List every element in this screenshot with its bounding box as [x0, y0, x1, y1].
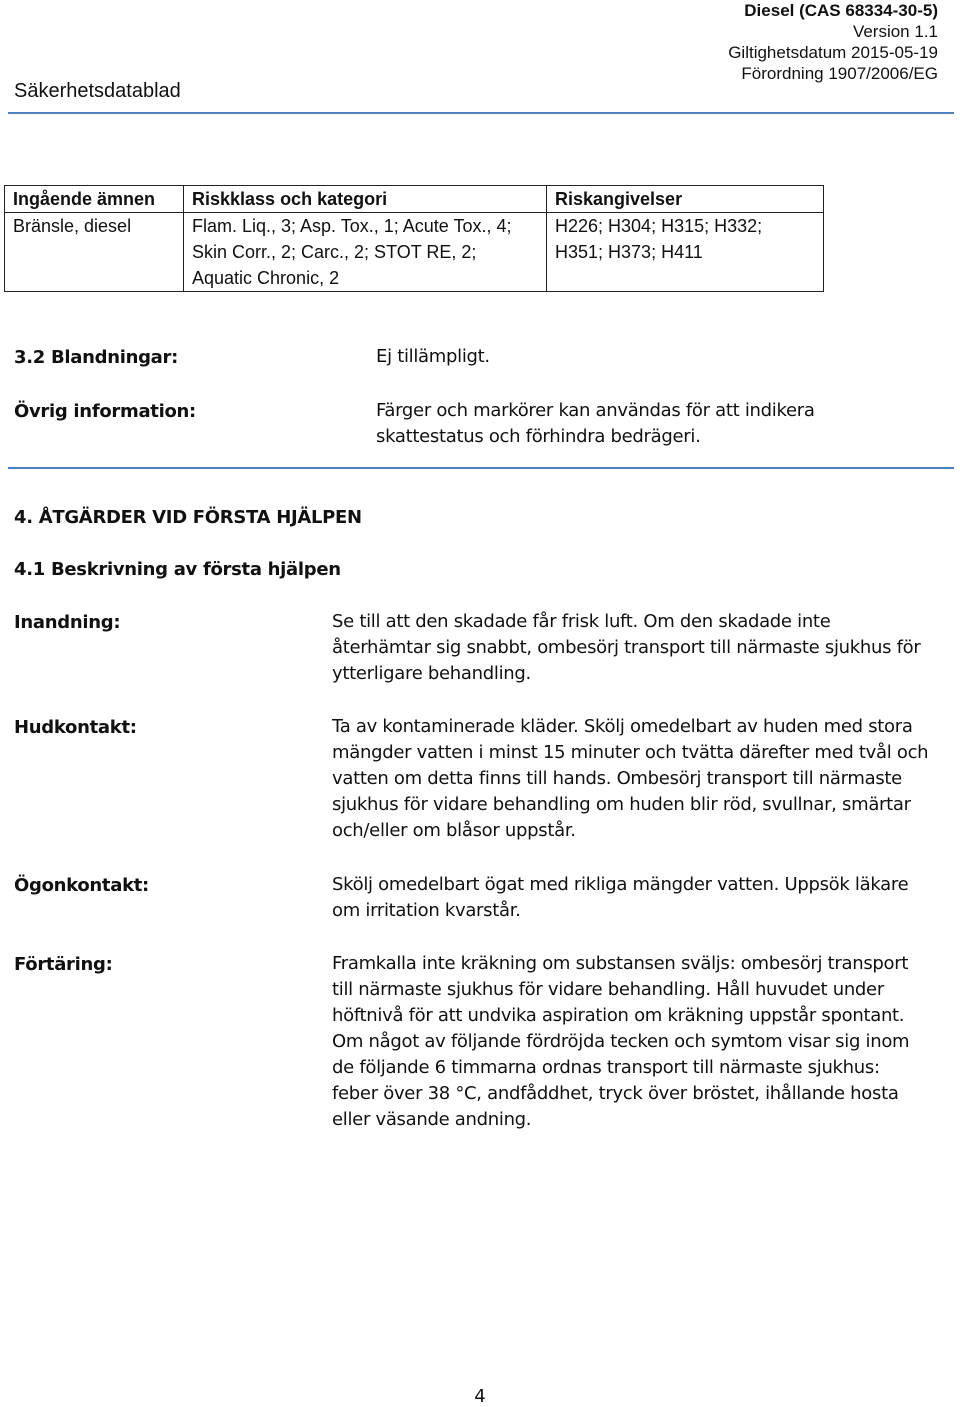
inhalation-label: Inandning: [14, 612, 121, 633]
text-line: till närmaste sjukhus för vidare behandling. Håll huvudet under [332, 979, 884, 1000]
text-line: de följande 6 timmarna ordnas transport till närmaste sjukhus: [332, 1057, 880, 1078]
cell-class [184, 213, 547, 292]
text-line: återhämtar sig snabbt, ombesörj transport till närmaste sjukhus för [332, 637, 921, 658]
section-subheading: 4.1 Beskrivning av första hjälpen [14, 559, 341, 580]
class-line: Aquatic Chronic, 2 [192, 268, 340, 288]
section-heading: 4. ÅTGÄRDER VID FÖRSTA HJÄLPEN [14, 507, 362, 528]
hazard-table [4, 185, 824, 292]
text-line: Ta av kontaminerade kläder. Skölj omedelbart av huden med stora [332, 716, 913, 737]
other-info-value [376, 398, 815, 450]
column-header-substance: Ingående ämnen [5, 186, 184, 213]
hazard-line: H351; H373; H411 [555, 242, 703, 262]
text-line: Skölj omedelbart ögat med rikliga mängder vatten. Uppsök läkare [332, 874, 909, 895]
document-header-info [728, 0, 938, 84]
hazard-line: H226; H304; H315; H332; [555, 216, 763, 236]
document-title: Säkerhetsdatablad [14, 80, 181, 102]
header-divider [8, 112, 954, 114]
other-info-line: Färger och markörer kan användas för att indikera [376, 400, 815, 421]
skin-contact-label: Hudkontakt: [14, 717, 137, 738]
cell-hazard [547, 213, 824, 292]
validity-date: Giltighetsdatum 2015-05-19 [728, 43, 938, 62]
product-name: Diesel (CAS 68334-30-5) [744, 1, 938, 20]
column-header-hazard: Riskangivelser [547, 186, 824, 213]
table-row [5, 213, 824, 292]
mixtures-value: Ej tillämpligt. [376, 346, 490, 367]
other-info-label: Övrig information: [14, 401, 196, 422]
table-header-row [5, 186, 824, 213]
eye-contact-label: Ögonkontakt: [14, 875, 149, 896]
inhalation-text [332, 609, 942, 687]
eye-contact-text [332, 872, 942, 924]
version-label: Version 1.1 [852, 22, 938, 41]
text-line: Se till att den skadade får frisk luft. Om den skadade inte [332, 611, 831, 632]
class-line: Flam. Liq., 3; Asp. Tox., 1; Acute Tox., 4; [192, 216, 512, 236]
section-divider [8, 467, 954, 469]
text-line: om irritation kvarstår. [332, 900, 521, 921]
text-line: vatten om detta finns till hands. Ombesörj transport till närmaste [332, 768, 902, 789]
text-line: Framkalla inte kräkning om substansen sväljs: ombesörj transport [332, 953, 909, 974]
ingestion-text [332, 951, 942, 1133]
text-line: eller väsande andning. [332, 1109, 532, 1130]
ingestion-label: Förtäring: [14, 954, 113, 975]
text-line: ytterligare behandling. [332, 663, 531, 684]
cell-substance: Bränsle, diesel [5, 213, 184, 292]
text-line: höftnivå för att undvika aspiration om kräkning uppstår spontant. [332, 1005, 905, 1026]
class-line: Skin Corr., 2; Carc., 2; STOT RE, 2; [192, 242, 477, 262]
other-info-line: skattestatus och förhindra bedrägeri. [376, 426, 701, 447]
text-line: mängder vatten i minst 15 minuter och tvätta därefter med tvål och [332, 742, 929, 763]
skin-contact-text [332, 714, 942, 844]
column-header-class: Riskklass och kategori [184, 186, 547, 213]
text-line: feber över 38 °C, andfåddhet, tryck över bröstet, ihållande hosta [332, 1083, 899, 1104]
text-line: Om något av följande fördröjda tecken och symtom visar sig inom [332, 1031, 910, 1052]
regulation-label: Förordning 1907/2006/EG [741, 64, 938, 83]
text-line: och/eller om blåsor uppstår. [332, 820, 576, 841]
page-number: 4 [474, 1386, 486, 1407]
mixtures-label: 3.2 Blandningar: [14, 347, 178, 368]
text-line: sjukhus för vidare behandling om huden blir röd, svullnar, smärtar [332, 794, 911, 815]
